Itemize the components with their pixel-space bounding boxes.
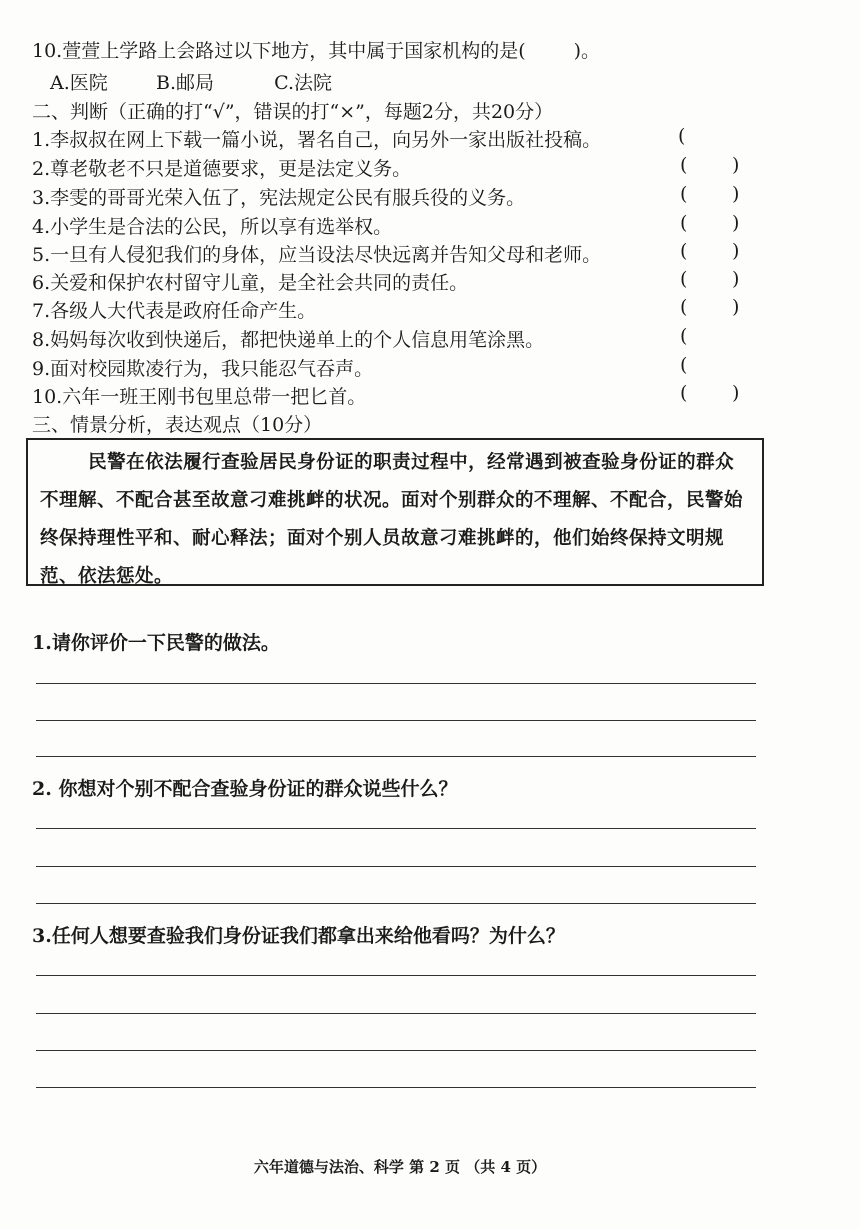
option-b: B.邮局: [156, 72, 215, 94]
analysis-question-1: 1.请你评价一下民警的做法。: [32, 632, 280, 654]
answer-paren-open[interactable]: (: [680, 296, 688, 318]
section3-heading: 三、情景分析，表达观点（10分）: [32, 414, 323, 436]
judge-item-1: 1.李叔叔在网上下载一篇小说，署名自己，向另外一家出版社投稿。: [32, 129, 602, 151]
answer-line[interactable]: [36, 1087, 756, 1088]
answer-paren-close: ): [732, 382, 740, 404]
answer-line[interactable]: [36, 1013, 756, 1014]
answer-line[interactable]: [36, 1050, 756, 1051]
judge-item-9: 9.面对校园欺凌行为，我只能忍气吞声。: [32, 358, 374, 380]
answer-line[interactable]: [36, 683, 756, 684]
answer-paren-open[interactable]: (: [680, 212, 688, 234]
answer-line[interactable]: [36, 866, 756, 867]
answer-paren-open[interactable]: (: [680, 183, 688, 205]
answer-paren-close: ): [732, 154, 740, 176]
answer-line[interactable]: [36, 975, 756, 976]
answer-line[interactable]: [36, 720, 756, 721]
answer-paren-open[interactable]: (: [680, 154, 688, 176]
choice-question-10: [32, 36, 600, 63]
judge-item-2: 2.尊老敬老不只是道德要求，更是法定义务。: [32, 158, 412, 180]
page-footer: 六年道德与法治、科学 第 2 页 （共 4 页）: [253, 1158, 547, 1176]
answer-paren-close: ): [732, 240, 740, 262]
answer-paren-open[interactable]: (: [680, 240, 688, 262]
answer-line[interactable]: [36, 828, 756, 829]
choice-close: )。: [573, 40, 601, 62]
judge-item-6: 6.关爱和保护农村留守儿童，是全社会共同的责任。: [32, 272, 469, 294]
answer-paren-open[interactable]: (: [680, 268, 688, 290]
answer-paren-close: ): [732, 268, 740, 290]
analysis-question-2: 2. 你想对个别不配合查验身份证的群众说些什么？: [32, 778, 458, 800]
choice-stem: 10.萱萱上学路上会路过以下地方，其中属于国家机构的是(: [32, 40, 526, 62]
option-a: A.医院: [50, 72, 108, 94]
analysis-question-3: 3.任何人想要查验我们身份证我们都拿出来给他看吗？为什么？: [32, 925, 565, 947]
judge-item-3: 3.李雯的哥哥光荣入伍了，宪法规定公民有服兵役的义务。: [32, 187, 526, 209]
answer-paren-open[interactable]: (: [678, 125, 686, 147]
answer-line[interactable]: [36, 903, 756, 904]
answer-paren-open[interactable]: (: [680, 325, 688, 347]
answer-line[interactable]: [36, 756, 756, 757]
answer-paren-open[interactable]: (: [680, 354, 688, 376]
judge-item-7: 7.各级人大代表是政府任命产生。: [32, 300, 317, 322]
scenario-passage: 民警在依法履行查验居民身份证的职责过程中，经常遇到被查验身份证的群众不理解、不配合甚至故意刁难挑衅的状况。面对个别群众的不理解、不配合，民警始终保持理性平和、耐心释法；面对个别人员故意刁难挑衅的，他们始终保持文明规范、依法惩处。: [26, 438, 764, 586]
answer-paren-close: ): [732, 183, 740, 205]
answer-paren-open[interactable]: (: [680, 382, 688, 404]
section2-heading: 二、判断（正确的打“√”，错误的打“×”，每题2分，共20分）: [32, 101, 554, 123]
option-c: C.法院: [274, 72, 332, 94]
judge-item-8: 8.妈妈每次收到快递后，都把快递单上的个人信息用笔涂黑。: [32, 329, 545, 351]
judge-item-10: 10.六年一班王刚书包里总带一把匕首。: [32, 386, 367, 408]
choice-options: [50, 68, 332, 95]
judge-item-5: 5.一旦有人侵犯我们的身体，应当设法尽快远离并告知父母和老师。: [32, 244, 602, 266]
judge-item-4: 4.小学生是合法的公民，所以享有选举权。: [32, 216, 393, 238]
answer-paren-close: ): [732, 296, 740, 318]
answer-paren-close: ): [732, 212, 740, 234]
